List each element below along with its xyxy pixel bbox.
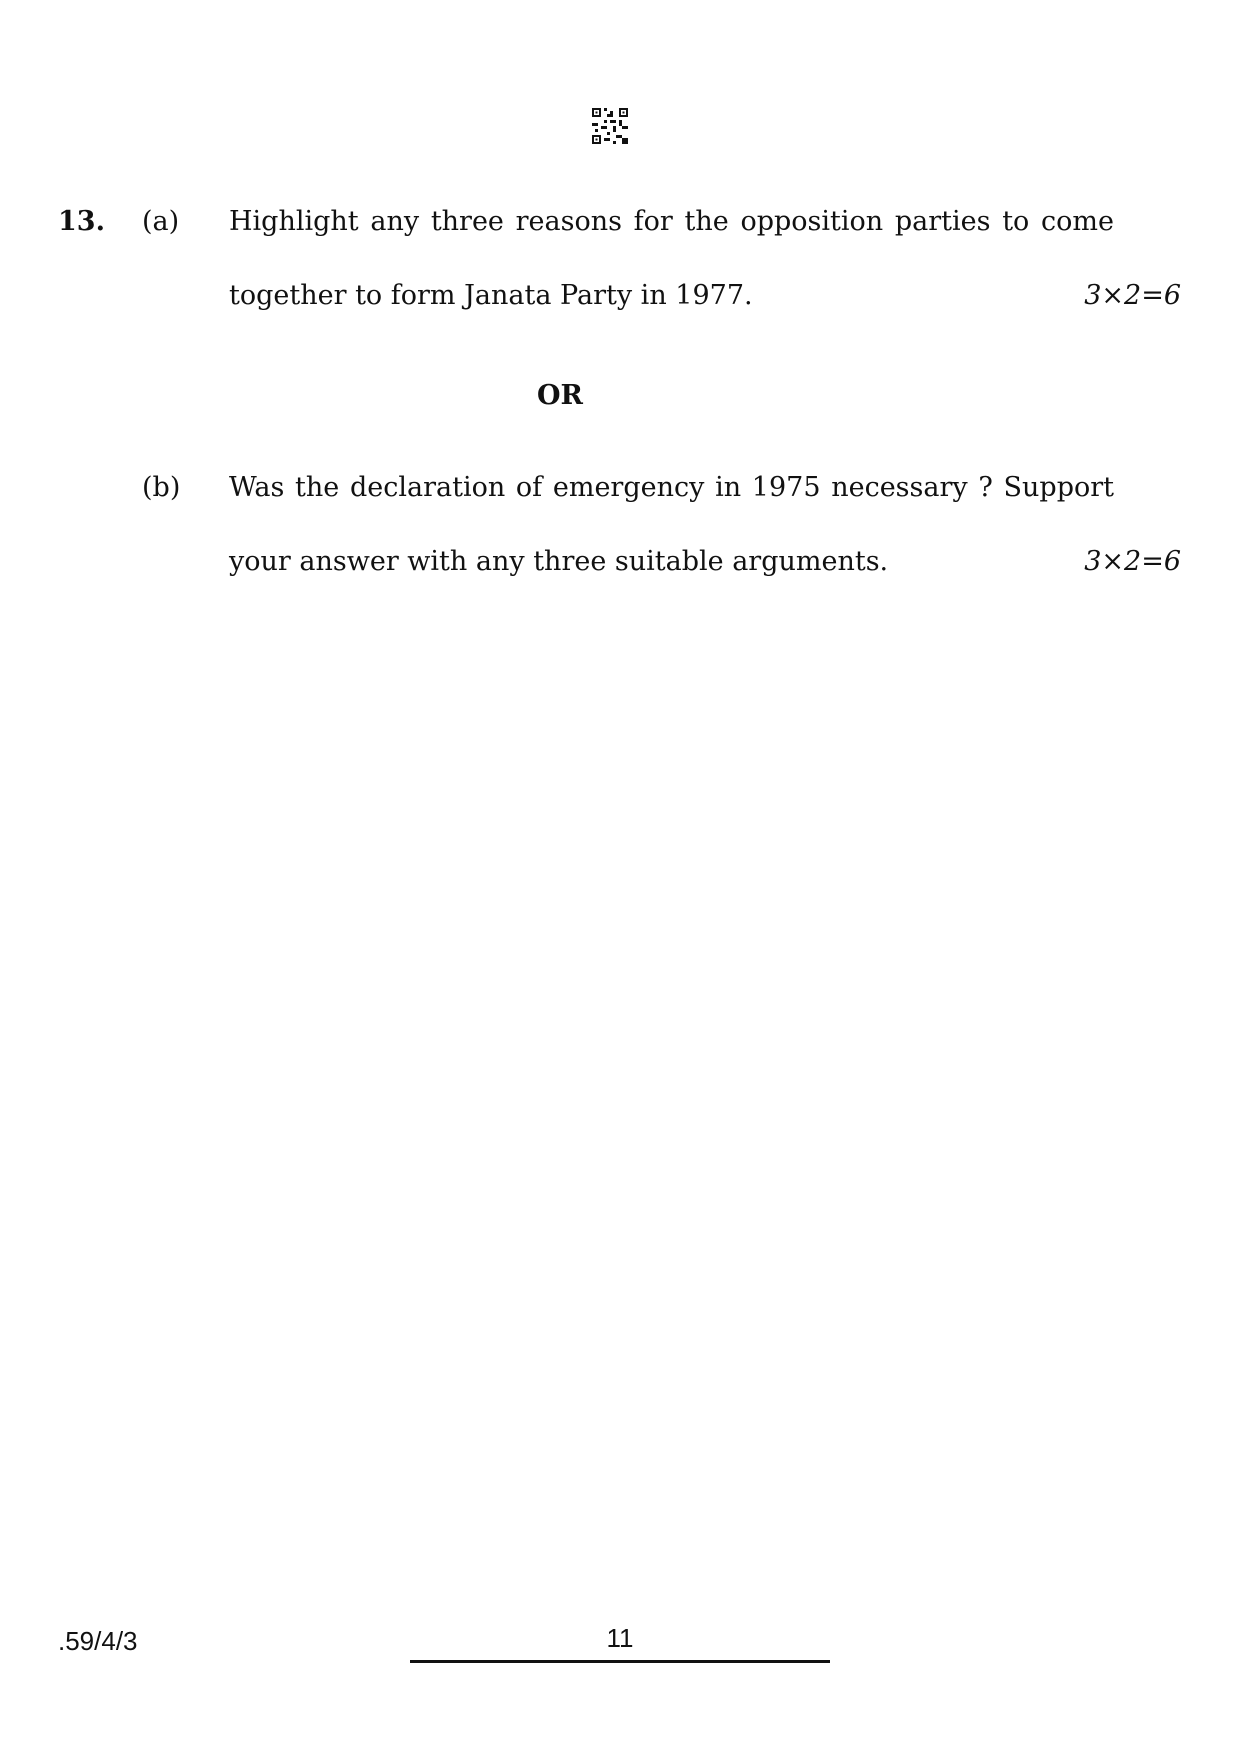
page-number: 11 bbox=[606, 1623, 634, 1653]
paper-code: .59/4/3 bbox=[58, 1626, 138, 1656]
part-b-label: (b) bbox=[142, 472, 181, 503]
part-b-line-1: Was the declaration of emergency in 1975 necessary ? Support bbox=[229, 472, 1114, 503]
part-a-line-1: Highlight any three reasons for the opposition parties to come bbox=[229, 206, 1114, 237]
footer-rule bbox=[410, 1660, 830, 1663]
part-a-line-2: together to form Janata Party in 1977. bbox=[229, 280, 753, 311]
part-a-marks: 3×2=6 bbox=[1084, 280, 1181, 311]
part-b-marks: 3×2=6 bbox=[1084, 546, 1181, 577]
question-number: 13. bbox=[58, 206, 105, 237]
qr-code-icon bbox=[592, 108, 628, 144]
or-separator: OR bbox=[537, 380, 583, 411]
part-b-line-2: your answer with any three suitable arguments. bbox=[229, 546, 889, 577]
part-a-label: (a) bbox=[142, 206, 180, 237]
